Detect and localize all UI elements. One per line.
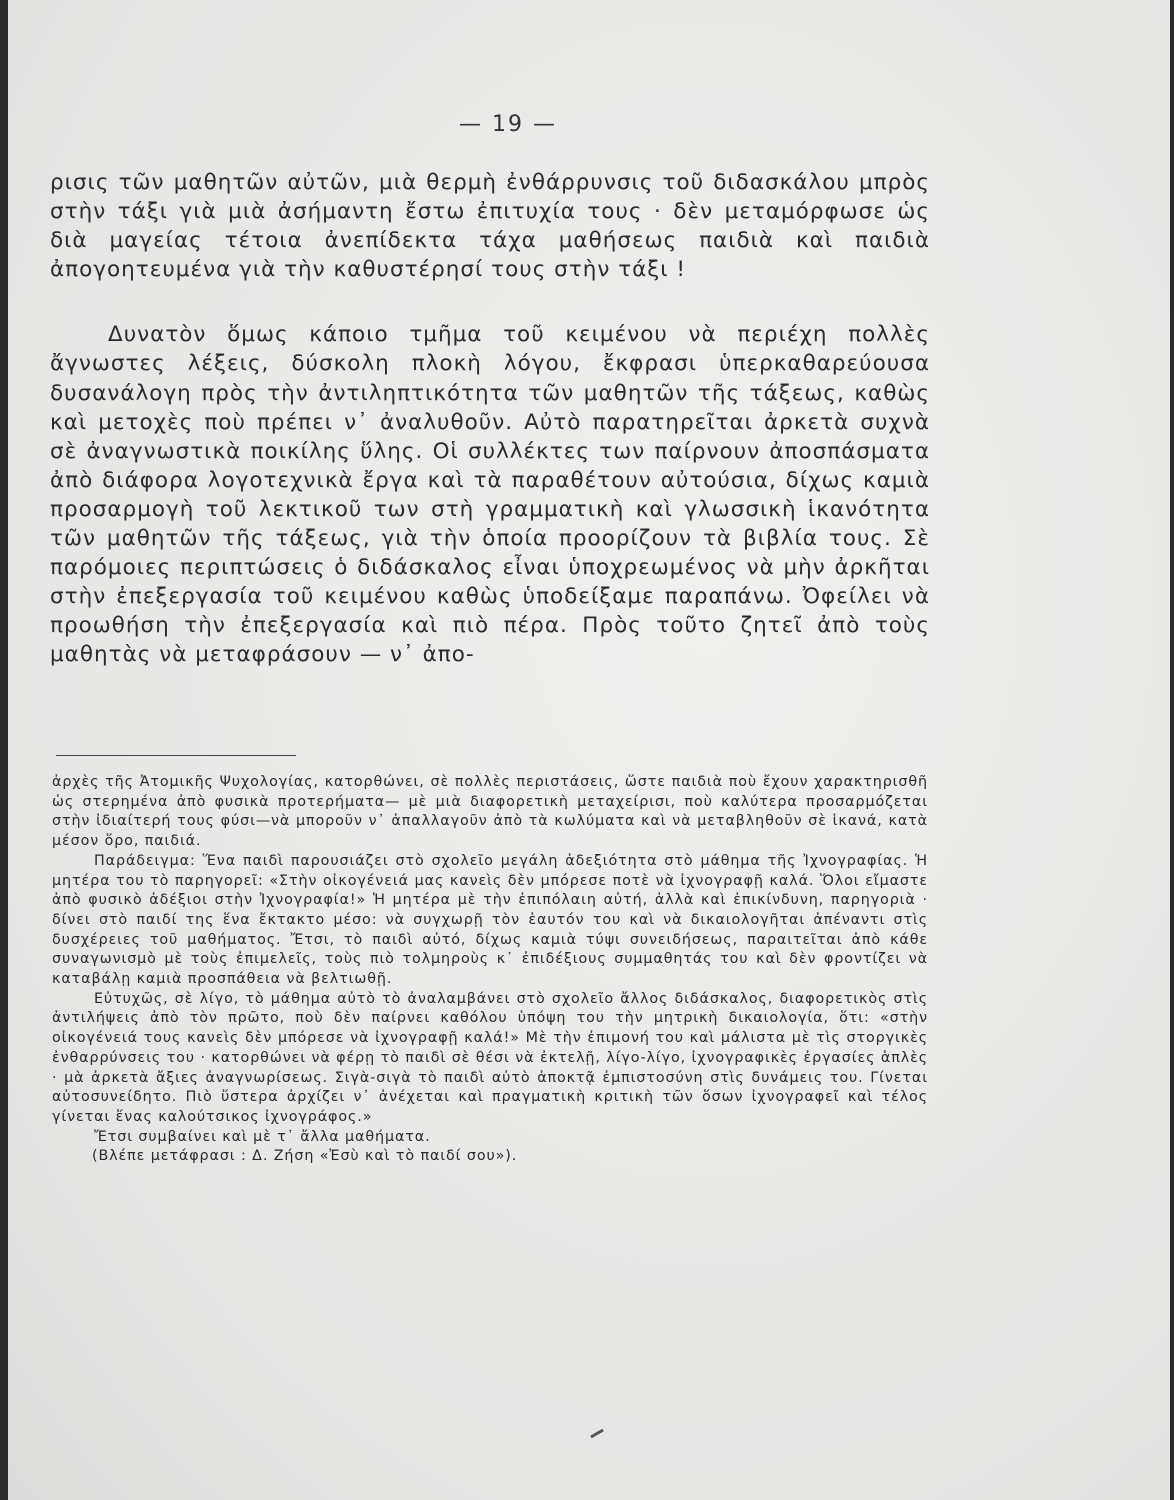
footnote-paragraph: Ἔτσι συμβαίνει καὶ μὲ τ᾿ ἄλλα μαθήματα. xyxy=(94,1128,431,1145)
footnote-reference: (Βλέπε μετάφρασι : Δ. Ζήση «Ἐσὺ καὶ τὸ παιδί σου»). xyxy=(92,1148,518,1165)
ink-mark xyxy=(590,1429,604,1439)
footnote-paragraph: Εὐτυχῶς, σὲ λίγο, τὸ μάθημα αὐτὸ τὸ ἀναλαμβάνει στὸ σχολεῖο ἄλλος διδάσκαλος, διαφορετικὸς στὶς ἀντιλήψεις ἀπὸ τὸν πρῶτο, ποὺ δὲν παίρνει καθόλου ὑπόψη του τὴν μητρικὴ δικαιολογία, ὅτι: «στὴν οἰκογένειά τους κανεὶς δὲν μπόρεσε νὰ ἰχνογραφῇ καλά!» Μὲ τὴν ἐπιμονή του καὶ μάλιστα μὲ τὶς στοργικὲς ἐνθαρρύνσεις του · κατορθώνει νὰ φέρῃ τὸ παιδὶ σὲ θέσι νὰ ἐκτελῇ, λίγο-λίγο, ἰχνογραφικὲς ἐργασίες ἁπλὲς · μὰ ἀρκετὰ ἄξιες ἀναγνωρίσεως. Σιγὰ-σιγὰ τὸ παιδὶ αὐτὸ ἀποκτᾷ ἐμπιστοσύνη στὶς δυνάμεις του. Γίνεται αὐτοσυνείδητο. Πιὸ ὕστερα ἀρχίζει ν᾿ ἀνέχεται καὶ πραγματικὴ κριτικὴ τῶν ὅσων ἰχνογραφεῖ καὶ τέλος γίνεται ἕνας καλούτσικος ἰχνογράφος.» xyxy=(52,990,928,1125)
footnote xyxy=(52,773,928,1167)
footnote-divider xyxy=(56,755,296,756)
main-paragraph: ρισις τῶν μαθητῶν αὐτῶν, μιὰ θερμὴ ἐνθάρρυνσις τοῦ διδασκάλου μπρὸς στὴν τάξι γιὰ μιὰ ἀσήμαντη ἔστω ἐπιτυχία τους · δὲν μεταμόρφωσε ὡς διὰ μαγείας τέτοια ἀνεπίδεκτα τάχα μαθήσεως παιδιὰ καὶ παιδιὰ ἀπογοητευμένα γιὰ τὴν καθυστέρησί τους στὴν τάξι ! xyxy=(50,170,930,283)
footnote-paragraph: ἀρχὲς τῆς Ἀτομικῆς Ψυχολογίας, κατορθώνει, σὲ πολλὲς περιστάσεις, ὥστε παιδιὰ ποὺ ἔχουν χαρακτηρισθῆ ὡς στερημένα ἀπὸ φυσικὰ προτερήματα— μὲ μιὰ διαφορετικὴ μεταχείρισι, ποὺ καλύτερα προσαρμόζεται στὴν ἰδιαίτερή τους φύσι—νὰ μποροῦν ν᾿ ἀπαλλαγοῦν ἀπὸ τὰ κωλύματα καὶ νὰ μεταβληθοῦν σὲ ἱκανά, κατὰ μέσον ὅρο, παιδιά. xyxy=(52,774,928,850)
book-page xyxy=(8,0,1170,1500)
page-number: — 19 — xyxy=(459,112,557,137)
main-paragraph: Δυνατὸν ὅμως κάποιο τμῆμα τοῦ κειμένου νὰ περιέχη πολλὲς ἄγνωστες λέξεις, δύσκολη πλοκὴ λόγου, ἔκφρασι ὑπερκαθαρεύουσα δυσανάλογη πρὸς τὴν ἀντιληπτικότητα τῶν μαθητῶν τῆς τάξεως, καθὼς καὶ μετοχὲς ποὺ πρέπει ν᾿ ἀναλυθοῦν. Αὐτὸ παρατηρεῖται ἀρκετὰ συχνὰ σὲ ἀναγνωστικὰ ποικίλης ὕλης. Οἱ συλλέκτες των παίρνουν ἀποσπάσματα ἀπὸ διάφορα λογοτεχνικὰ ἔργα καὶ τὰ παραθέτουν αὐτούσια, δίχως καμιὰ προσαρμογὴ τοῦ λεκτικοῦ των στὴ γραμματικὴ καὶ γλωσσικὴ ἱκανότητα τῶν μαθητῶν τῆς τάξεως, γιὰ τὴν ὁποία προορίζουν τὰ βιβλία τους. Σὲ παρόμοιες περιπτώσεις ὁ διδάσκαλος εἶναι ὑποχρεωμένος νὰ μὴν ἀρκῆται στὴν ἐπεξεργασία τοῦ κειμένου καθὼς ὑποδείξαμε παραπάνω. Ὀφείλει νὰ προωθήση τὴν ἐπεξεργασία καὶ πιὸ πέρα. Πρὸς τοῦτο ζητεῖ ἀπὸ τοὺς μαθητὰς νὰ μεταφράσουν — ν᾿ ἀπο- xyxy=(50,322,930,668)
footnote-paragraph: Παράδειγμα: Ἕνα παιδὶ παρουσιάζει στὸ σχολεῖο μεγάλη ἀδεξιότητα στὸ μάθημα τῆς Ἰχνογραφίας. Ἡ μητέρα του τὸ παρηγορεῖ: «Στὴν οἰκογένειά μας κανεὶς δὲν μπόρεσε ποτὲ νὰ ἰχνογραφῇ καλά. Ὅλοι εἴμαστε ἀπὸ φυσικὸ ἀδέξιοι στὴν Ἰχνογραφία!» Ἡ μητέρα μὲ τὴν ἐπιπόλαιη αὐτή, ἀλλὰ καὶ ἐπικίνδυνη, παρηγοριὰ · δίνει στὸ παιδί της ἕνα ἔκτακτο μέσο: νὰ συγχωρῇ τὸν ἑαυτόν του καὶ νὰ δικαιολογῆται ἀπέναντι στὶς δυσχέρειες τοῦ μαθήματος. Ἔτσι, τὸ παιδὶ αὐτό, δίχως καμιὰ τύψι συνειδήσεως, παραιτεῖται ἀπὸ κάθε συναγωνισμὸ μὲ τοὺς ἐπιμελεῖς, τοὺς πιὸ τολμηροὺς κ᾿ ἐπιδέξιους συμμαθητάς του καὶ δὲν φροντίζει νὰ καταβάλῃ καμιὰ προσπάθεια νὰ βελτιωθῇ. xyxy=(52,852,928,988)
main-text xyxy=(50,168,930,670)
